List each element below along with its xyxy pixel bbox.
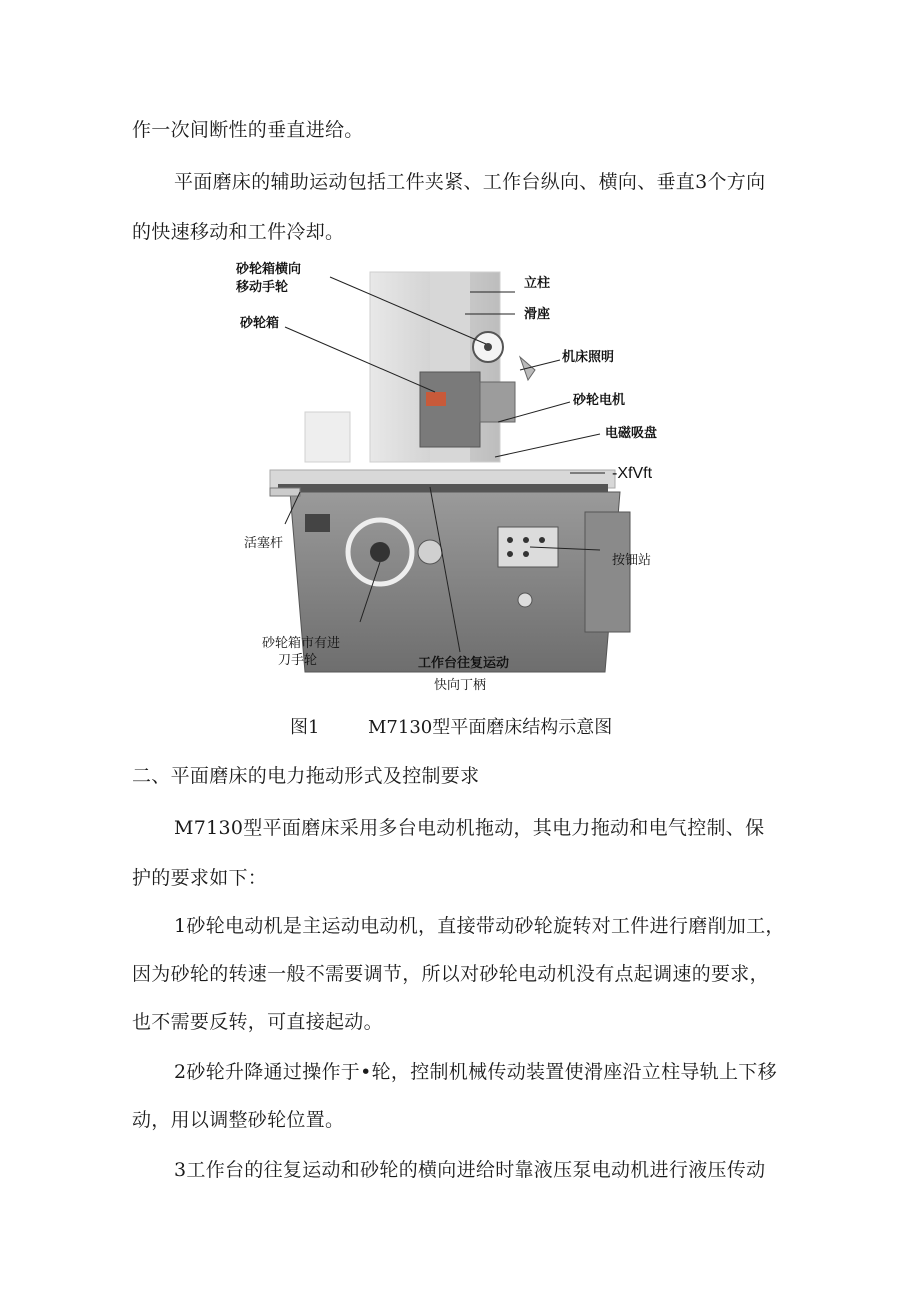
section-heading: 二、平面磨床的电力拖动形式及控制要求 (132, 765, 480, 787)
label-column: 立柱 (524, 276, 551, 291)
label-piston-rod: 活塞杆 (244, 535, 284, 550)
paragraph-line: 平面磨床的辅助运动包括工件夹紧、工作台纵向、横向、垂直3个方向 (174, 171, 766, 193)
paragraph-line: 也不需要反转，可直接起动。 (132, 1011, 383, 1033)
paragraph-line: 因为砂轮的转速一般不需要调节，所以对砂轮电动机没有点起调速的要求， (132, 963, 769, 985)
paragraph-line: M7130型平面磨床采用多台电动机拖动，其电力拖动和电气控制、保 (174, 817, 765, 839)
label-wheel-cross-handwheel: 砂轮箱横向 (236, 262, 302, 277)
label-button-station: 按钿站 (612, 552, 652, 567)
paragraph-line: 3工作台的往复运动和砂轮的横向进给时靠液压泵电动机进行液压传动 (174, 1159, 766, 1181)
paragraph-line: 作一次间断性的垂直进给。 (132, 119, 364, 141)
paragraph-line: 2砂轮升降通过操作于•轮，控制机械传动装置使滑座沿立柱导轨上下移 (174, 1061, 777, 1083)
paragraph-line: 动，用以调整砂轮位置。 (132, 1109, 345, 1131)
grinder-figure (230, 252, 680, 700)
label-wheel-feed-handwheel-2: 刀手轮 (278, 652, 318, 667)
paragraph-line: 的快速移动和工件冷却。 (132, 221, 345, 243)
label-wheel-motor: 砂轮电机 (573, 393, 626, 408)
label-magnetic-chuck: 电磁吸盘 (605, 426, 658, 441)
label-machine-light: 机床照明 (562, 350, 615, 365)
label-table-garbled: -XfVft (612, 465, 653, 482)
label-table-reciprocate: 工作台往复运动 (418, 656, 510, 671)
figure-caption-text: M7130型平面磨床结构示意图 (368, 717, 613, 738)
label-wheel-feed-handwheel: 砂轮箱市有进 (262, 635, 341, 650)
paragraph-line: 护的要求如下： (132, 867, 268, 889)
paragraph-line: 1砂轮电动机是主运动电动机，直接带动砂轮旋转对工件进行磨削加工， (174, 915, 785, 937)
figure-caption-number: 图1 (290, 717, 320, 738)
label-wheel-box: 砂轮箱 (240, 316, 280, 331)
label-table-reciprocate-2: 快向丁柄 (434, 677, 487, 692)
label-wheel-cross-handwheel-2: 移动手轮 (236, 280, 289, 295)
label-slide: 滑座 (524, 307, 551, 322)
